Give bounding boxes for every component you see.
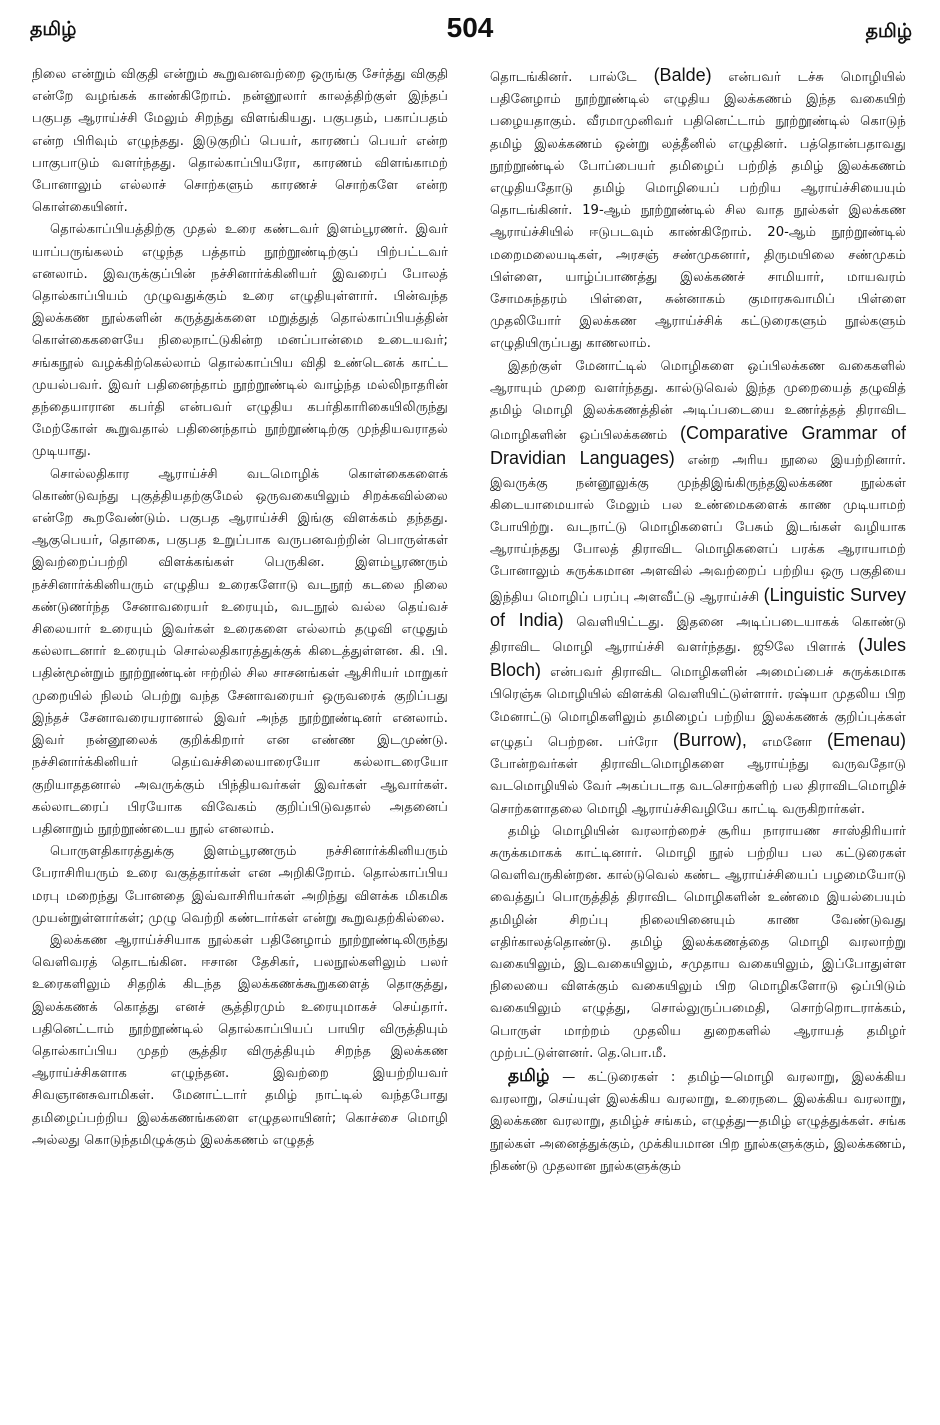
paragraph: பொருளதிகாரத்துக்கு இளம்பூரணரும் நச்சினார்க்கினியரும் பேராசிரியரும் உரை வகுத்தார்கள் என அறிகிறோம். தொல்காப்பிய மரபு மறைந்து போனதை இவ்வாசிரியர்கள் அறிந்து விளக்க மிகமிக முயன்றுள்ளார்கள்; முழு வெற்றி கண்டார்கள் என்று கூறுவதற்கில்லை. (32, 844, 448, 926)
latin-term: (Jules Bloch) (490, 635, 906, 681)
paragraph: தமிழ் மொழியின் வரலாற்றைச் சூரிய நாராயண சாஸ்திரியார் சுருக்கமாகக் காட்டினார். மொழி நூல் பற்றிய பல கட்டுரைகள் வெளிவருகின்றன. கால்டுவெல் கண்ட ஆராய்ச்சியைப் பழமையோடு வைத்துப் பொருத்தித் திராவிட மொழிகளின் உண்மை இயல்பையும் தமிழின் சிறப்பு நிலையினையும் காண வேண்டுவது எதிர்காலத்தொண்டு. தமிழ் இலக்கணத்தை மொழி வரலாற்று வகையிலும், இடவகையிலும், சமுதாய வகையிலும், இப்போதுள்ள நிலையை விளக்கும் வகையிலும் பிற மொழிகளோடு ஒப்பிடும் வகையிலும் எழுத்து, சொல்லுருப்பமைதி, சொற்றொடராக்கம், பொருள் மாற்றம் முதலிய துறைகளில் ஆராயத் தமிழர் முற்பட்டுள்ளனர். தெ.பொ.மீ. (490, 823, 906, 1061)
paragraph-text: என்பவர் டச்சு மொழியில் பதினேழாம் நூற்றூண்டில் எழுதிய இலக்கணம் இந்த வகையிற் பழையதாகும். வீரமாமுனிவர் பதினெட்டாம் நூற்றூண்டில் கொடுந் தமிழ் இலக்கணம் ஒன்று லத்தீனில் எழுதினர். பத்தொன்பதாவது நூற்றூண்டில் போப்பையர் தமிழைப் பற்றித் தமிழ் இலக்கணம் எழுதியதோடு தமிழ் மொழியைப் பற்றிய ஆராய்ச்சியையும் தொடங்கினர். 19-ஆம் நூற்றூண்டில் சில வாத நூல்கள் இலக்கண ஆராய்ச்சியில் ஈடுபடவும் காண்கிறோம். 20-ஆம் நூற்றூண்டில் மறைமலையடிகள், அரசஞ் சண்முகனார், திருமயிலை சண்முகம் பிள்ளை, யாழ்ப்பாணத்து இலக்கணச் சாமியார், மாயவரம் சோமசுந்தரம் பிள்ளை, சுன்னாகம் குமாரசுவாமிப் பிள்ளை முதலியோர் இலக்கண ஆராய்ச்சிக் கட்டுரைகளும் நூல்களும் எழுதியிருப்பது காணலாம். (490, 70, 907, 352)
paragraph-text: போன்றவர்கள் திராவிடமொழிகளை ஆராய்ந்து வருவதோடு வடமொழியில் வேர் அகப்படாத வடசொற்களிற் பல திராவிடமொழிச் சொற்களாதலை மொழி ஆராய்ச்சிவழியே காட்டி வருகிறார்கள். (490, 757, 906, 817)
latin-term: (Burrow), (672, 729, 747, 750)
entry-paragraph (490, 1065, 906, 1178)
running-head-right: தமிழ் (865, 20, 912, 42)
latin-term: (Balde) (653, 65, 712, 85)
page-header (0, 0, 940, 60)
paragraph-text: வெளியிட்டது. இதனை அடிப்படையாகக் கொண்டு திராவிட மொழி ஆராய்ச்சி வளர்ந்தது. ஜூலே பிளாக் (490, 614, 906, 656)
latin-term: (Linguistic Survey of India) (490, 584, 907, 630)
paragraph: சொல்லதிகார ஆராய்ச்சி வடமொழிக் கொள்கைகளைக் கொண்டுவந்து புகுத்தியதற்குமேல் ஒருவகையிலும் சிறக்கவில்லை என்றே கூறவேண்டும். பகுபத ஆராய்ச்சி இங்கு விளக்கம் தந்தது. ஆகுபெயர், தொகை, பகுபத உறுப்பாக வருபனவற்றின் பொருள்கள் இவற்றைப்பற்றி விளக்கங்கள் பெருகின. இளம்பூரணரும் நச்சினார்க்கினியரும் எழுதிய உரைகளோடு வடநூற் கடலை நிலை கண்டுணர்ந்த சேனாவரையர் உரையும், வடநூல் வல்ல தெய்வச் சிலையார் உரையும் இவர்கள் உரைகளை எல்லாம் தழுவி எழுதும் கல்லாடனார் உரையும் சொல்லதிகாரத்துக்குக் கிடைத்துள்ளன. கி. பி. பதின்மூன்றும் நூற்றூண்டின் ஈற்றில் சில சாசனங்கள் ஆசிரியர் மாறுகர் முறையில் நிலம் பெற்று வந்த சேனாவரையர் ஒருவரைக் குறிப்பது இந்தச் சேனாவரையரானால் இவர் அந்த நூற்றூண்டினர் எனலாம். இவர் நன்னூலைக் குறிக்கிறார் என எண்ண இடமுண்டு. நச்சினார்க்கினியர் தெய்வச்சிலையாரையோ கல்லாடரையோ குறியாததனால் அவருக்கும் பிந்தியவர்கள் இவர்கள் ஆவார்கள். கல்லாடரைப் பிரயோக விவேகம் குறிப்பிடுவதால் அதனைப் பதினாறும் நூற்றூண்டைய நூல் எனலாம். (32, 466, 448, 837)
page-number: 504 (446, 12, 494, 43)
paragraph: இலக்கண ஆராய்ச்சியாக நூல்கள் பதினேழாம் நூற்றூண்டிலிருந்து வெளிவரத் தொடங்கின. ஈசான தேசிகர், பலநூல்களிலும் பலர் உரைகளிலும் சிதறிக் கிடந்த இலக்கணக்கூறுகளைத் தொகுத்து, இலக்கணக் கொத்து எனச் சூத்திரமும் உரையுமாகச் செய்தார். பதினெட்டாம் நூற்றூண்டில் தொல்காப்பியப் பாயிர விருத்தியும் தொல்காப்பிய முதற் சூத்திர விருத்தியும் சிறந்த இலக்கண ஆராய்ச்சிகளாக எழுந்தன. இவற்றை இயற்றியவர் சிவஞானசுவாமிகள். மேனாட்டார் தமிழ் நாட்டில் வந்தபோது தமிழைப்பற்றிய இலக்கணங்களை எழுதலாயினர்; கொச்சை மொழி அல்லது கொடுந்தமிழுக்கும் இலக்கணம் எழுதத் (32, 932, 448, 1148)
paragraph (490, 356, 906, 821)
entry-heading: தமிழ் (508, 1065, 550, 1086)
paragraph-text: தொடங்கினர். பால்டே (490, 70, 654, 85)
paragraph-text: எமனோ (746, 734, 827, 750)
latin-term: (Comparative Grammar of Dravidian Languages) (490, 423, 906, 469)
paragraph-text: என்பவர் திராவிட மொழிகளின் அமைப்பைச் சுருக்கமாக பிரெஞ்சு மொழியில் விளக்கி வெளியிட்டுள்ளார். ரஷ்யா முதலிய பிற மேனாட்டு மொழிகளிலும் தமிழைப் பற்றிய இலக்கணக் குறிப்புக்கள் எழுதப் பெற்றன. பர்ரோ (490, 665, 906, 750)
right-column (490, 64, 906, 1178)
running-head-left: தமிழ் (30, 18, 77, 40)
paragraph: நிலை என்றும் விகுதி என்றும் கூறுவனவற்றை ஒருங்கு சேர்த்து விகுதி என்றே வழங்கக் காண்கிறோம். நன்னூலார் காலத்திற்குள் இந்தப் பகுபத ஆராய்ச்சி மேலும் சிறந்து விளங்கியது. பகுபதம், பகாப்பதம் என்ற பிரிவும் எழுந்தது. இடுகுறிப் பெயர், காரணப் பெயர் என்ற பாகுபாடும் வளர்ந்தது. தொல்காப்பியரோ, காரணம் விளங்காமற் போனாலும் எல்லாச் சொற்களும் காரணச் சொற்களே என்ற கொள்கையினர். (32, 67, 448, 216)
paragraph (490, 64, 906, 356)
paragraph: தொல்காப்பியத்திற்கு முதல் உரை கண்டவர் இளம்பூரணர். இவர் யாப்பருங்கலம் எழுந்த பத்தாம் நூற்றூண்டிற்குப் பிற்பட்டவர் எனலாம். இவருக்குப்பின் நச்சினார்க்கினியர் இவரைப் போலத் தொல்காப்பியம் முழுவதுக்கும் உரை எழுதியுள்ளார். பின்வந்த இலக்கண நூல்களின் கருத்துக்களை மறுத்துத் தொல்காப்பியத்தின் கொள்கைகளையே நிலைநாட்டுகின்ற மனப்பான்மை உடையவர்; சங்கநூல் வழக்கிற்கெல்லாம் தொல்காப்பிய விதி உண்டெனக் காட்ட முயல்பவர். இவர் பதினைந்தாம் நூற்றூண்டில் வாழ்ந்த மல்லிநாதரின் தந்தையாரான கபர்தி என்பவர் எழுதிய கபர்திகாரிகையிலிருந்து மேற்கோள் கூறுவதால் பதினைந்தாம் நூற்றூண்டிற்கு முந்தியவராதல் முடியாது. (32, 222, 448, 460)
latin-term: (Emenau) (826, 729, 906, 750)
paragraph-text: என்ற அரிய நூலை இயற்றினார். இவருக்கு நன்னூலுக்கு முந்திஇங்கிருந்தஇலக்கண நூல்கள் கிடையாமையால் மேலும் பல உண்மைகளைக் காண முடியாமற் போயிற்று. வடநாட்டு மொழிகளைப் பேசும் இடங்கள் வழியாக ஆராய்ந்தது போலத் திராவிட மொழிகளைப் பரக்க ஆராயாமற் போனாலும் சுருக்கமான அளவில் அவற்றைப் பற்றிய ஒரு பகுதியை இந்திய மொழிப் பரப்பு அளவீட்டு ஆராய்ச்சி (490, 453, 907, 605)
paragraph-text: — கட்டுரைகள் : தமிழ்—மொழி வரலாறு, இலக்கிய வரலாறு, செய்யுள் இலக்கிய வரலாறு, உரைநடை இலக்கிய வரலாறு, இலக்கண வரலாறு, தமிழ்ச் சங்கம், எழுத்து—தமிழ் எழுத்துக்கள். சங்க நூல்கள் அனைத்துக்கும், முக்கியமான பிற நூல்களுக்கும், இலக்கணம், நிகண்டு முதலான நூல்களுக்கும் (490, 1069, 906, 1174)
left-column (32, 64, 448, 1152)
paragraph-text: இதற்குள் மேனாட்டில் மொழிகளை ஒப்பிலக்கண வகைகளில் ஆராயும் முறை வளர்ந்தது. கால்டுவெல் இந்த முறையைத் தழுவித் தமிழ் மொழி இலக்கணத்தின் அடிப்படையை உணர்த்தத் திராவிட மொழிகளின் ஒப்பிலக்கணம் (490, 358, 906, 444)
